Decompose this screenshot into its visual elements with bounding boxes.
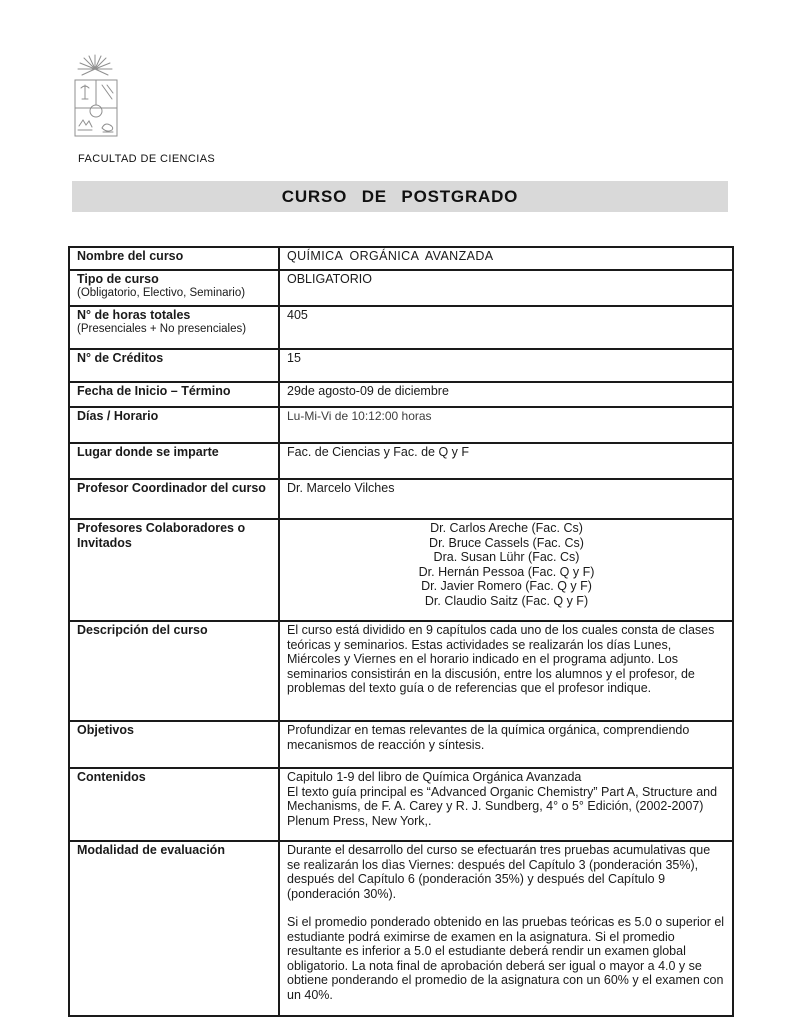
table-row-nombre [69, 247, 733, 270]
row-value: El curso está dividido en 9 capítulos cada uno de los cuales consta de clases teóricas y seminarios. Estas actividades se realizarán los días Lunes, Miércoles y Viernes en el horario indicado en el programa adjunto. Los seminarios consistirán en la discusión, entre los alumnos y el profesor, de problemas del texto guía o de referencias que el profesor indique. [287, 623, 715, 695]
row-label: Modalidad de evaluación [77, 843, 225, 857]
row-label: Objetivos [77, 723, 134, 737]
contenidos-line: Capitulo 1-9 del libro de Química Orgánica Avanzada [287, 770, 582, 784]
professor-name: Dr. Carlos Areche (Fac. Cs) [430, 521, 583, 535]
faculty-label: FACULTAD DE CIENCIAS [78, 153, 216, 165]
professor-name: Dr. Javier Romero (Fac. Q y F) [421, 579, 592, 593]
row-value: Profundizar en temas relevantes de la química orgánica, comprendiendo mecanismos de reacción y síntesis. [287, 723, 690, 752]
table-row-tipo [69, 270, 733, 306]
row-label: Profesor Coordinador del curso [77, 481, 266, 495]
row-label: N° de horas totales [77, 308, 191, 322]
course-table [68, 246, 734, 1017]
row-label: Descripción del curso [77, 623, 208, 637]
table-row-objetivos [69, 721, 733, 768]
professor-name: Dra. Susan Lühr (Fac. Cs) [433, 550, 580, 564]
row-value: QUÍMICA ORGÁNICA AVANZADA [287, 249, 494, 263]
row-sublabel: (Presenciales + No presenciales) [77, 322, 247, 335]
row-value: OBLIGATORIO [287, 272, 372, 286]
row-value: 405 [287, 308, 308, 322]
evaluacion-paragraph: Si el promedio ponderado obtenido en las pruebas teóricas es 5.0 o superior el estudiante podrá eximirse de examen en la asignatura. Si el promedio resultante es inferior a 5.0 el estudiante deberá rendir un examen global obligatorio. La nota final de aprobación deberá ser igual o mayor a 4.0 y se obtiene ponderando el promedio de la asignatura con un 60% y el examen con un 40%. [287, 915, 725, 1002]
row-value: 29de agosto-09 de diciembre [287, 384, 449, 398]
table-row-evaluacion [69, 841, 733, 1016]
table-row-colaboradores [69, 519, 733, 621]
row-value: Dr. Marcelo Vilches [287, 481, 395, 495]
row-label: Lugar donde se imparte [77, 445, 219, 459]
row-label: Días / Horario [77, 409, 159, 423]
contenidos-line: El texto guía principal es “Advanced Organic Chemistry” Part A, Structure and Mechanisms, de F. A. Carey y R. J. Sundberg, 4° o 5° Edición, (2002-2007) Plenum Press, New York,. [287, 784, 718, 828]
table-row-contenidos [69, 768, 733, 841]
page-title-banner [72, 181, 728, 212]
row-sublabel: (Obligatorio, Electivo, Seminario) [77, 286, 246, 299]
table-row-creditos [69, 349, 733, 382]
evaluacion-paragraph: Durante el desarrollo del curso se efectuarán tres pruebas acumulativas que se realizarán los dìas Viernes: después del Capítulo 3 (ponderación 35%), después del Capítulo 6 (ponderación 35%) y después del Capítulo 9 (ponderación 30%). [287, 843, 711, 901]
row-label: Nombre del curso [77, 249, 184, 263]
table-row-fechas [69, 382, 733, 407]
row-value: 15 [287, 351, 301, 365]
table-row-horario [69, 407, 733, 443]
row-label: Contenidos [77, 770, 146, 784]
table-row-horas [69, 306, 733, 349]
page-title: CURSO DE POSTGRADO [281, 187, 519, 206]
professor-name: Dr. Hernán Pessoa (Fac. Q y F) [418, 564, 595, 579]
row-label: Profesores Colaboradores o Invitados [77, 521, 246, 550]
table-row-descripcion [69, 621, 733, 721]
row-label: Fecha de Inicio – Término [77, 384, 231, 398]
row-label: Tipo de curso [77, 272, 159, 286]
row-value: Fac. de Ciencias y Fac. de Q y F [287, 445, 470, 459]
row-label: N° de Créditos [77, 351, 164, 365]
professor-name: Dr. Bruce Cassels (Fac. Cs) [429, 535, 584, 550]
professor-name: Dr. Claudio Saitz (Fac. Q y F) [424, 593, 589, 608]
row-value: Lu-Mi-Vi de 10:12:00 horas [287, 409, 432, 423]
table-row-coordinador [69, 479, 733, 519]
university-crest-icon [66, 54, 128, 146]
table-row-lugar [69, 443, 733, 479]
